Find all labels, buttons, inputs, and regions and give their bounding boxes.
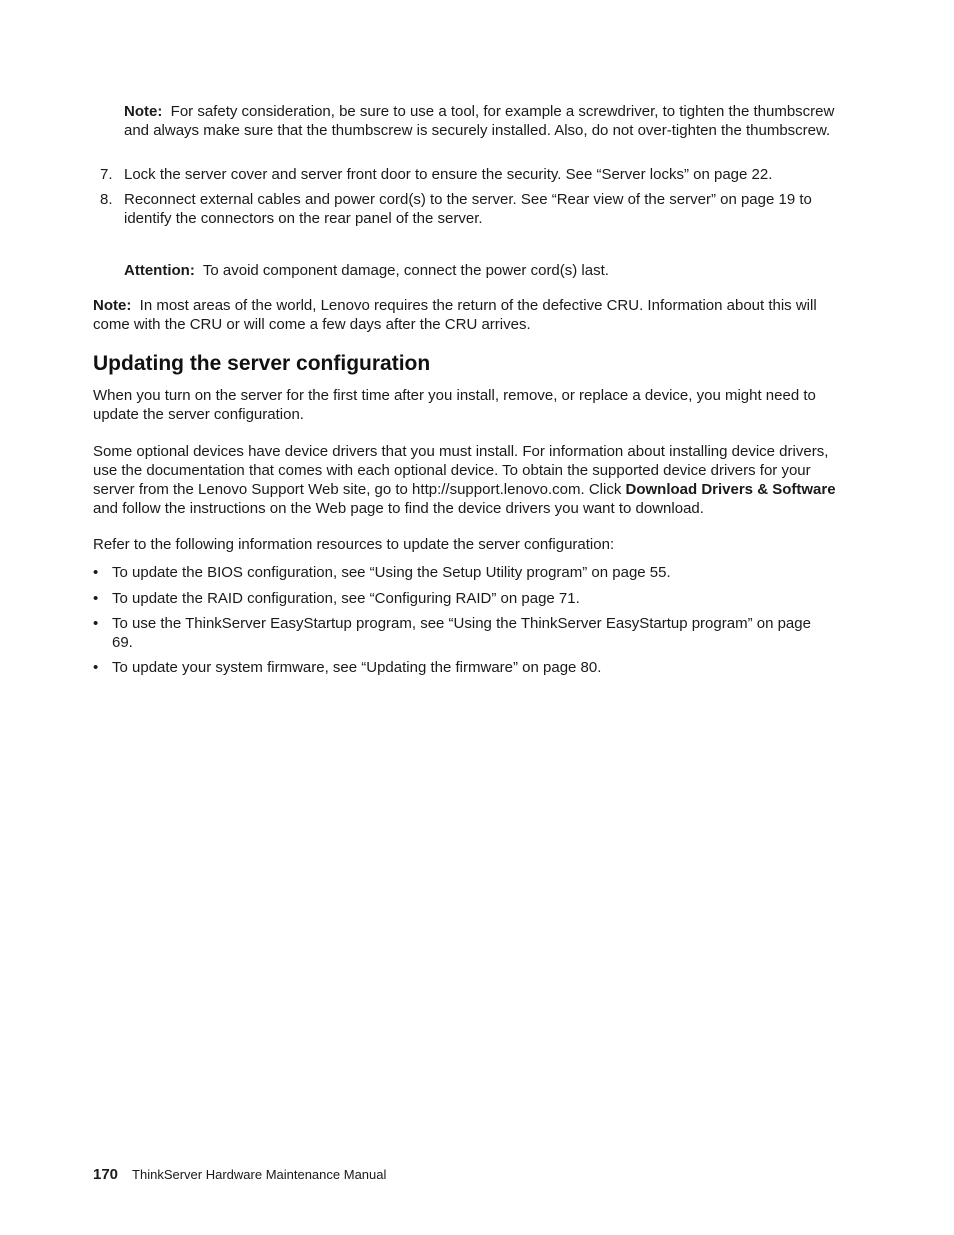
paragraph-2-text-start: Some optional devices have device drivers that you must install. For information about installing device drivers, use the documentation that comes with each optional device. To obtain the supported device drivers for your server from the Lenovo Support Web site, go to http://support.lenovo.com. Click <box>93 443 829 498</box>
bullet-glyph: • <box>93 615 99 632</box>
bullet-text: To use the ThinkServer EasyStartup program, see “Using the ThinkServer EasyStartup program” on page 69. <box>112 615 811 651</box>
bullet-text: To update the RAID configuration, see “Configuring RAID” on page 71. <box>112 590 580 607</box>
section-paragraph-1: When you turn on the server for the first time after you install, remove, or replace a device, you might need to update the server configuration. <box>93 387 816 423</box>
section-paragraph-3: Refer to the following information resources to update the server configuration: <box>93 536 615 553</box>
cru-note-text: In most areas of the world, Lenovo requires the return of the defective CRU. Information about this will come with the CRU or will come a few days after the CRU arrives. <box>93 297 817 333</box>
step-number: 8. <box>100 191 113 208</box>
bullet-glyph: • <box>93 564 99 581</box>
cru-note <box>93 296 849 334</box>
section-title: Updating the server configuration <box>93 352 431 375</box>
step-text: Reconnect external cables and power cord(s) to the server. See “Rear view of the server” on page 19 to identify the connectors on the rear panel of the server. <box>124 191 812 227</box>
bullet-glyph: • <box>93 590 99 607</box>
cru-note-label: Note: <box>93 297 132 314</box>
step-number: 7. <box>100 166 113 183</box>
safety-note <box>124 102 849 140</box>
attention-text: To avoid component damage, connect the power cord(s) last. <box>202 262 609 279</box>
manual-title: ThinkServer Hardware Maintenance Manual <box>132 1167 387 1182</box>
safety-note-text: For safety consideration, be sure to use a tool, for example a screwdriver, to tighten the thumbscrew and always make sure that the thumbscrew is securely installed. Also, do not over-tighten the thumbscrew. <box>124 103 835 139</box>
attention-note <box>124 261 849 280</box>
safety-note-label: Note: <box>124 103 163 120</box>
bullet-glyph: • <box>93 659 99 676</box>
bullet-text: To update the BIOS configuration, see “Using the Setup Utility program” on page 55. <box>112 564 671 581</box>
paragraph-2-text-end: and follow the instructions on the Web page to find the device drivers you want to download. <box>93 500 704 517</box>
section-paragraph-2 <box>93 442 849 518</box>
page-number: 170 <box>93 1166 119 1183</box>
step-text: Lock the server cover and server front door to ensure the security. See “Server locks” on page 22. <box>124 166 773 183</box>
download-drivers-emphasis: Download Drivers & Software <box>625 481 836 498</box>
bullet-text: To update your system firmware, see “Updating the firmware” on page 80. <box>112 659 602 676</box>
page-footer <box>93 1165 386 1184</box>
attention-label: Attention: <box>124 262 195 279</box>
